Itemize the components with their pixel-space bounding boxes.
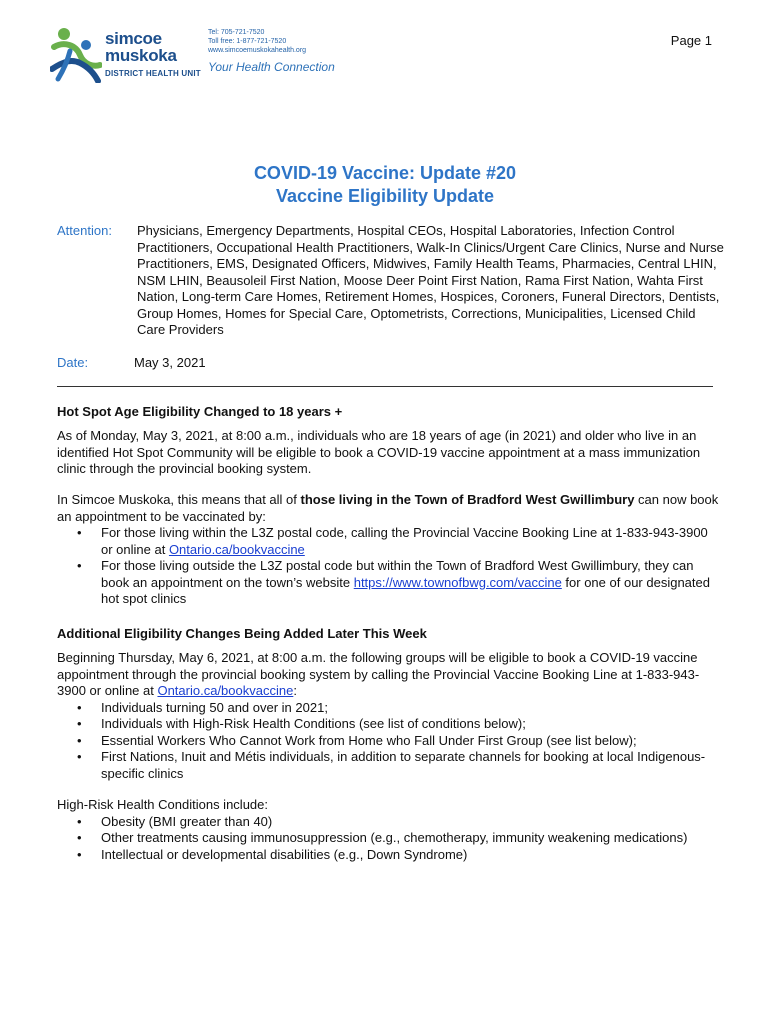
logo-muskoka-text: muskoka bbox=[105, 46, 177, 65]
booking-option-text: For those living outside the L3Z postal code but within the Town of Bradford West Gwillimbury, they can book an appointment on the town’s website bbox=[101, 558, 694, 590]
list-item: • First Nations, Inuit and Métis individuals, in addition to separate channels for booking at local Indigenous-specific clinics bbox=[101, 749, 722, 782]
hot-spot-paragraph: As of Monday, May 3, 2021, at 8:00 a.m., individuals who are 18 years of age (in 2021) and older who live in an identified Hot Spot Community will be eligible to book a COVID-19 vaccine appointment at a mass immunization clinic through the provincial booking system. bbox=[57, 428, 701, 476]
list-item bbox=[101, 558, 722, 608]
section-heading-hot-spot: Hot Spot Age Eligibility Changed to 18 years + bbox=[57, 404, 343, 419]
logo bbox=[50, 25, 350, 85]
section-divider bbox=[57, 386, 713, 387]
bwg-vaccine-link[interactable]: https://www.townofbwg.com/vaccine bbox=[353, 574, 562, 590]
list-item: • Obesity (BMI greater than 40) bbox=[101, 814, 722, 831]
high-risk-conditions bbox=[57, 797, 722, 863]
document-title: COVID-19 Vaccine: Update #20 bbox=[253, 163, 517, 183]
eligible-groups-list bbox=[57, 700, 722, 783]
list-item: • Intellectual or developmental disabilities (e.g., Down Syndrome) bbox=[101, 847, 722, 864]
date-label: Date: bbox=[57, 355, 89, 370]
logo-tollfree: Toll free: 1-877-721-7520 bbox=[208, 38, 287, 45]
attention-label: Attention: bbox=[57, 223, 112, 238]
list-item bbox=[101, 525, 722, 558]
bradford-paragraph bbox=[57, 492, 722, 608]
booking-option-text-post: for one of our designated hot spot clinics bbox=[101, 574, 710, 606]
logo-website: www.simcoemuskokahealth.org bbox=[208, 47, 307, 54]
list-item: • Individuals with High-Risk Health Conditions (see list of conditions below); bbox=[101, 716, 722, 733]
bradford-text-pre: In Simcoe Muskoka, this means that all of bbox=[57, 492, 301, 507]
high-risk-intro: High-Risk Health Conditions include: bbox=[57, 797, 268, 812]
date-value: May 3, 2021 bbox=[134, 355, 206, 370]
list-item: • Individuals turning 50 and over in 2021; bbox=[101, 700, 722, 717]
list-item: • Essential Workers Who Cannot Work from Home who Fall Under First Group (see list below); bbox=[101, 733, 722, 750]
attention-recipients: Physicians, Emergency Departments, Hospital CEOs, Hospital Laboratories, Infection Control Practitioners, Occupational Health Practitioners, Walk-In Clinics/Urgent Care Clinics, Nurse and Nurse Practitioners, EMS, Designated Officers, Midwives, Family Health Teams, Pharmacies, Central LHIN, NSM LHIN, Beausoleil First Nation, Moose Deer Point First Nation, Rama First Nation, Wahta First Nation, Long-term Care Homes, Retirement Homes, Hospices, Coroners, Funeral Directors, Dentists, Group Homes, Homes for Special Care, Optometrists, Corrections, Municipalities, Licensed Child Care Providers bbox=[137, 223, 724, 337]
booking-option-text: For those living within the L3Z postal code, calling the Provincial Vaccine Booking Line at 1-833-943-3900 or online at bbox=[101, 525, 708, 557]
bradford-text-post: can now book an appointment to be vaccinated by: bbox=[57, 492, 719, 524]
logo-simcoe-text: simcoe bbox=[105, 29, 162, 48]
bradford-text-bold: those living in the Town of Bradford West Gwillimbury bbox=[300, 492, 635, 507]
additional-eligibility-paragraph bbox=[57, 650, 722, 782]
logo-district-text: DISTRICT HEALTH UNIT bbox=[105, 69, 201, 78]
document-subtitle: Vaccine Eligibility Update bbox=[275, 186, 495, 206]
ontario-bookvaccine-link[interactable]: Ontario.ca/bookvaccine bbox=[168, 541, 305, 557]
section-heading-additional-eligibility: Additional Eligibility Changes Being Added Later This Week bbox=[57, 626, 427, 641]
additional-text-post: : bbox=[293, 683, 297, 698]
ontario-bookvaccine-link-2[interactable]: Ontario.ca/bookvaccine bbox=[157, 683, 294, 698]
page-number: Page 1 bbox=[670, 33, 712, 48]
list-item: • Other treatments causing immunosuppression (e.g., chemotherapy, immunity weakening medications) bbox=[101, 830, 722, 847]
high-risk-list bbox=[57, 814, 722, 864]
additional-text-pre: Beginning Thursday, May 6, 2021, at 8:00 a.m. the following groups will be eligible to book a COVID-19 vaccine appointment through the provincial booking system by calling the Provincial Vaccine Booking Line at 1-833-943-3900 or online at bbox=[57, 650, 700, 698]
health-unit-emblem-icon bbox=[50, 25, 102, 83]
logo-tel: Tel: 705-721-7520 bbox=[208, 29, 265, 36]
logo-tagline: Your Health Connection bbox=[208, 60, 335, 74]
booking-options-list bbox=[57, 525, 722, 608]
